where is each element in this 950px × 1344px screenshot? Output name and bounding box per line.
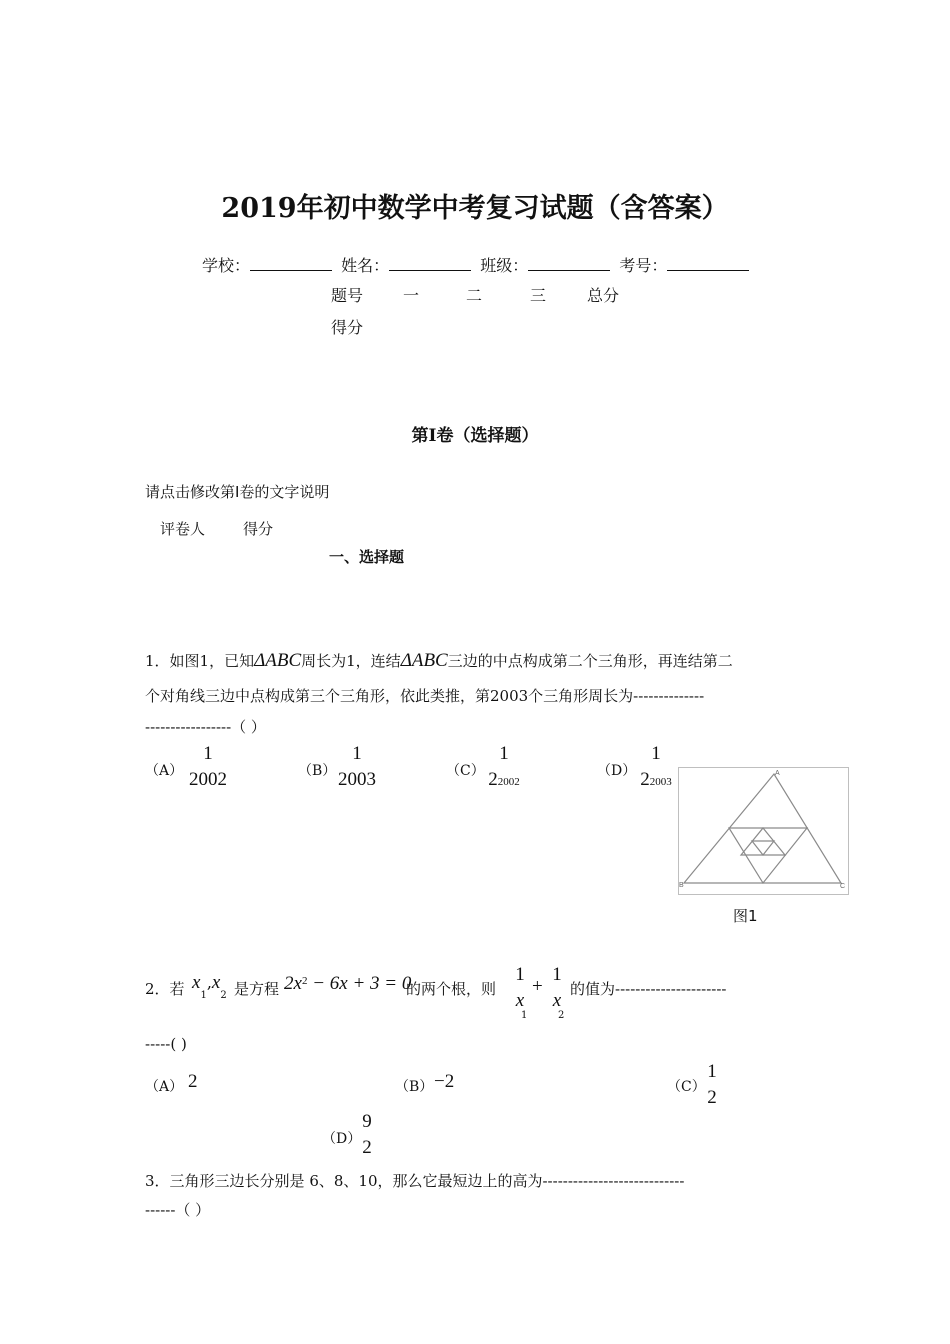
q2-x2: x (211, 972, 221, 993)
q1-text1: 如图1，已知 (169, 652, 255, 670)
q3-line1: 3．三角形三边长分别是 6、8、10，那么它最短边上的高为---------------------------- (145, 1172, 685, 1190)
q1-figure-triangles (678, 767, 849, 895)
q2-option-b-label[interactable]: （B） (395, 1079, 434, 1095)
q1-triangle-abc: ΔABC (254, 650, 302, 671)
q1-text2: 周长为1，连结 (301, 652, 401, 670)
figure-caption: 图1 (733, 907, 758, 925)
q1-d-exponent: 2003 (649, 776, 672, 788)
q2-option-a-label[interactable]: （A） (145, 1079, 184, 1095)
q2-option-c-fraction (702, 1059, 722, 1111)
q1-b-denominator: 2003 (338, 769, 376, 790)
name-label: 姓名： (341, 256, 390, 275)
q1-option-a-label[interactable]: （A） (145, 763, 184, 779)
score-header-total: 总分 (587, 286, 620, 305)
grader-score: 得分 (243, 520, 274, 538)
q2-plus: + (532, 976, 543, 997)
q1-triangle-abc-2: ΔABC (400, 650, 448, 671)
q2-roots (192, 972, 227, 1001)
q1-line3: -----------------（ ） (145, 718, 266, 736)
q1-option-d-fraction (636, 741, 676, 795)
number-label: 考号： (619, 256, 668, 275)
q2-d-denominator: 2 (362, 1137, 372, 1158)
q2-option-c-label[interactable]: （C） (667, 1079, 706, 1095)
q2-text1: 若 (169, 980, 185, 998)
q2-eq-lead: 2x (284, 973, 302, 994)
class-blank[interactable] (528, 256, 610, 271)
q2-text3: 的两个根，则 (406, 980, 497, 998)
q2-text4: 的值为---------------------- (570, 980, 727, 998)
q2-sub1: 1 (200, 990, 207, 1001)
score-row-label: 得分 (331, 318, 364, 337)
q2-x1: x (192, 972, 201, 993)
school-blank[interactable] (250, 256, 332, 271)
q2-option-d-label[interactable]: （D） (322, 1131, 362, 1147)
grader-reviewer: 评卷人 (160, 520, 206, 538)
q1-c-exponent: 2002 (497, 776, 520, 788)
part-title: 一、选择题 (329, 548, 405, 566)
student-info-line (202, 253, 753, 276)
q2-eq-exp: 2 (301, 975, 308, 987)
q2-f2-sub: 2 (558, 1010, 565, 1021)
q2-number: 2． (145, 980, 170, 998)
q1-option-c-fraction (484, 741, 524, 795)
number-blank[interactable] (667, 256, 749, 271)
vertex-c-label: C (840, 883, 846, 890)
q2-frac-1-over-x1 (508, 962, 532, 1014)
q1-text3: 三边的中点构成第二个三角形，再连结第二 (447, 652, 733, 670)
q1-a-numerator: 1 (203, 743, 213, 764)
score-header-tihao: 题号 (331, 286, 364, 305)
q2-d-numerator: 9 (362, 1111, 372, 1132)
q1-option-c-label[interactable]: （C） (446, 763, 485, 779)
q2-f1-sub: 1 (521, 1010, 528, 1021)
score-header-1: 一 (403, 286, 420, 305)
q1-option-b-label[interactable]: （B） (298, 763, 337, 779)
q2-f1-num: 1 (515, 964, 525, 985)
vertex-b-label: B (679, 882, 684, 889)
q2-eq-rest: − 6x + 3 = 0 (307, 973, 412, 994)
q2-line2: -----( ) (145, 1035, 187, 1053)
q1-option-a-fraction (188, 741, 228, 793)
q2-option-a-value: 2 (188, 1071, 198, 1092)
school-label: 学校： (202, 256, 251, 275)
q1-option-b-fraction (337, 741, 377, 793)
q2-f2-num: 1 (552, 964, 562, 985)
q2-c-numerator: 1 (707, 1061, 717, 1082)
vertex-a-label: A (775, 770, 780, 777)
q1-c-denominator (484, 767, 524, 795)
q2-sub2: 2 (220, 990, 227, 1001)
page-title: 2019年初中数学中考复习试题（含答案） (221, 193, 729, 224)
q1-a-denominator: 2002 (189, 769, 227, 790)
q1-d-numerator: 1 (651, 743, 661, 764)
q1-d-base: 2 (640, 769, 650, 790)
score-header-2: 二 (466, 286, 483, 305)
q2-comma: , (206, 973, 212, 992)
section-title: 第I卷（选择题） (411, 426, 539, 446)
q2-frac-1-over-x2 (545, 962, 569, 1014)
name-blank[interactable] (389, 256, 471, 271)
q1-line2: 个对角线三边中点构成第三个三角形，依此类推，第2003个三角形周长为-------------- (145, 687, 705, 705)
instruction-text[interactable]: 请点击修改第I卷的文字说明 (145, 483, 330, 501)
q1-b-numerator: 1 (352, 743, 362, 764)
q1-c-base: 2 (488, 769, 498, 790)
q1-option-d-label[interactable]: （D） (597, 763, 637, 779)
q3-line2: ------（ ） (145, 1201, 211, 1219)
q2-f2-den: x (552, 990, 562, 1011)
q2-f1-den: x (515, 990, 525, 1011)
q2-option-d-fraction (357, 1109, 377, 1161)
triangle-fourth (752, 841, 774, 855)
q2-equation (284, 973, 411, 995)
q1-c-numerator: 1 (499, 743, 509, 764)
q1-number: 1． (145, 652, 170, 670)
q2-text2: 是方程 (234, 980, 280, 998)
q2-option-b-value: −2 (434, 1071, 455, 1092)
q2-c-denominator: 2 (707, 1087, 717, 1108)
score-header-3: 三 (530, 286, 547, 305)
q2-line1 (145, 978, 185, 999)
class-label: 班级： (480, 256, 529, 275)
q1-d-denominator (636, 767, 676, 795)
q1-line1 (145, 650, 733, 672)
